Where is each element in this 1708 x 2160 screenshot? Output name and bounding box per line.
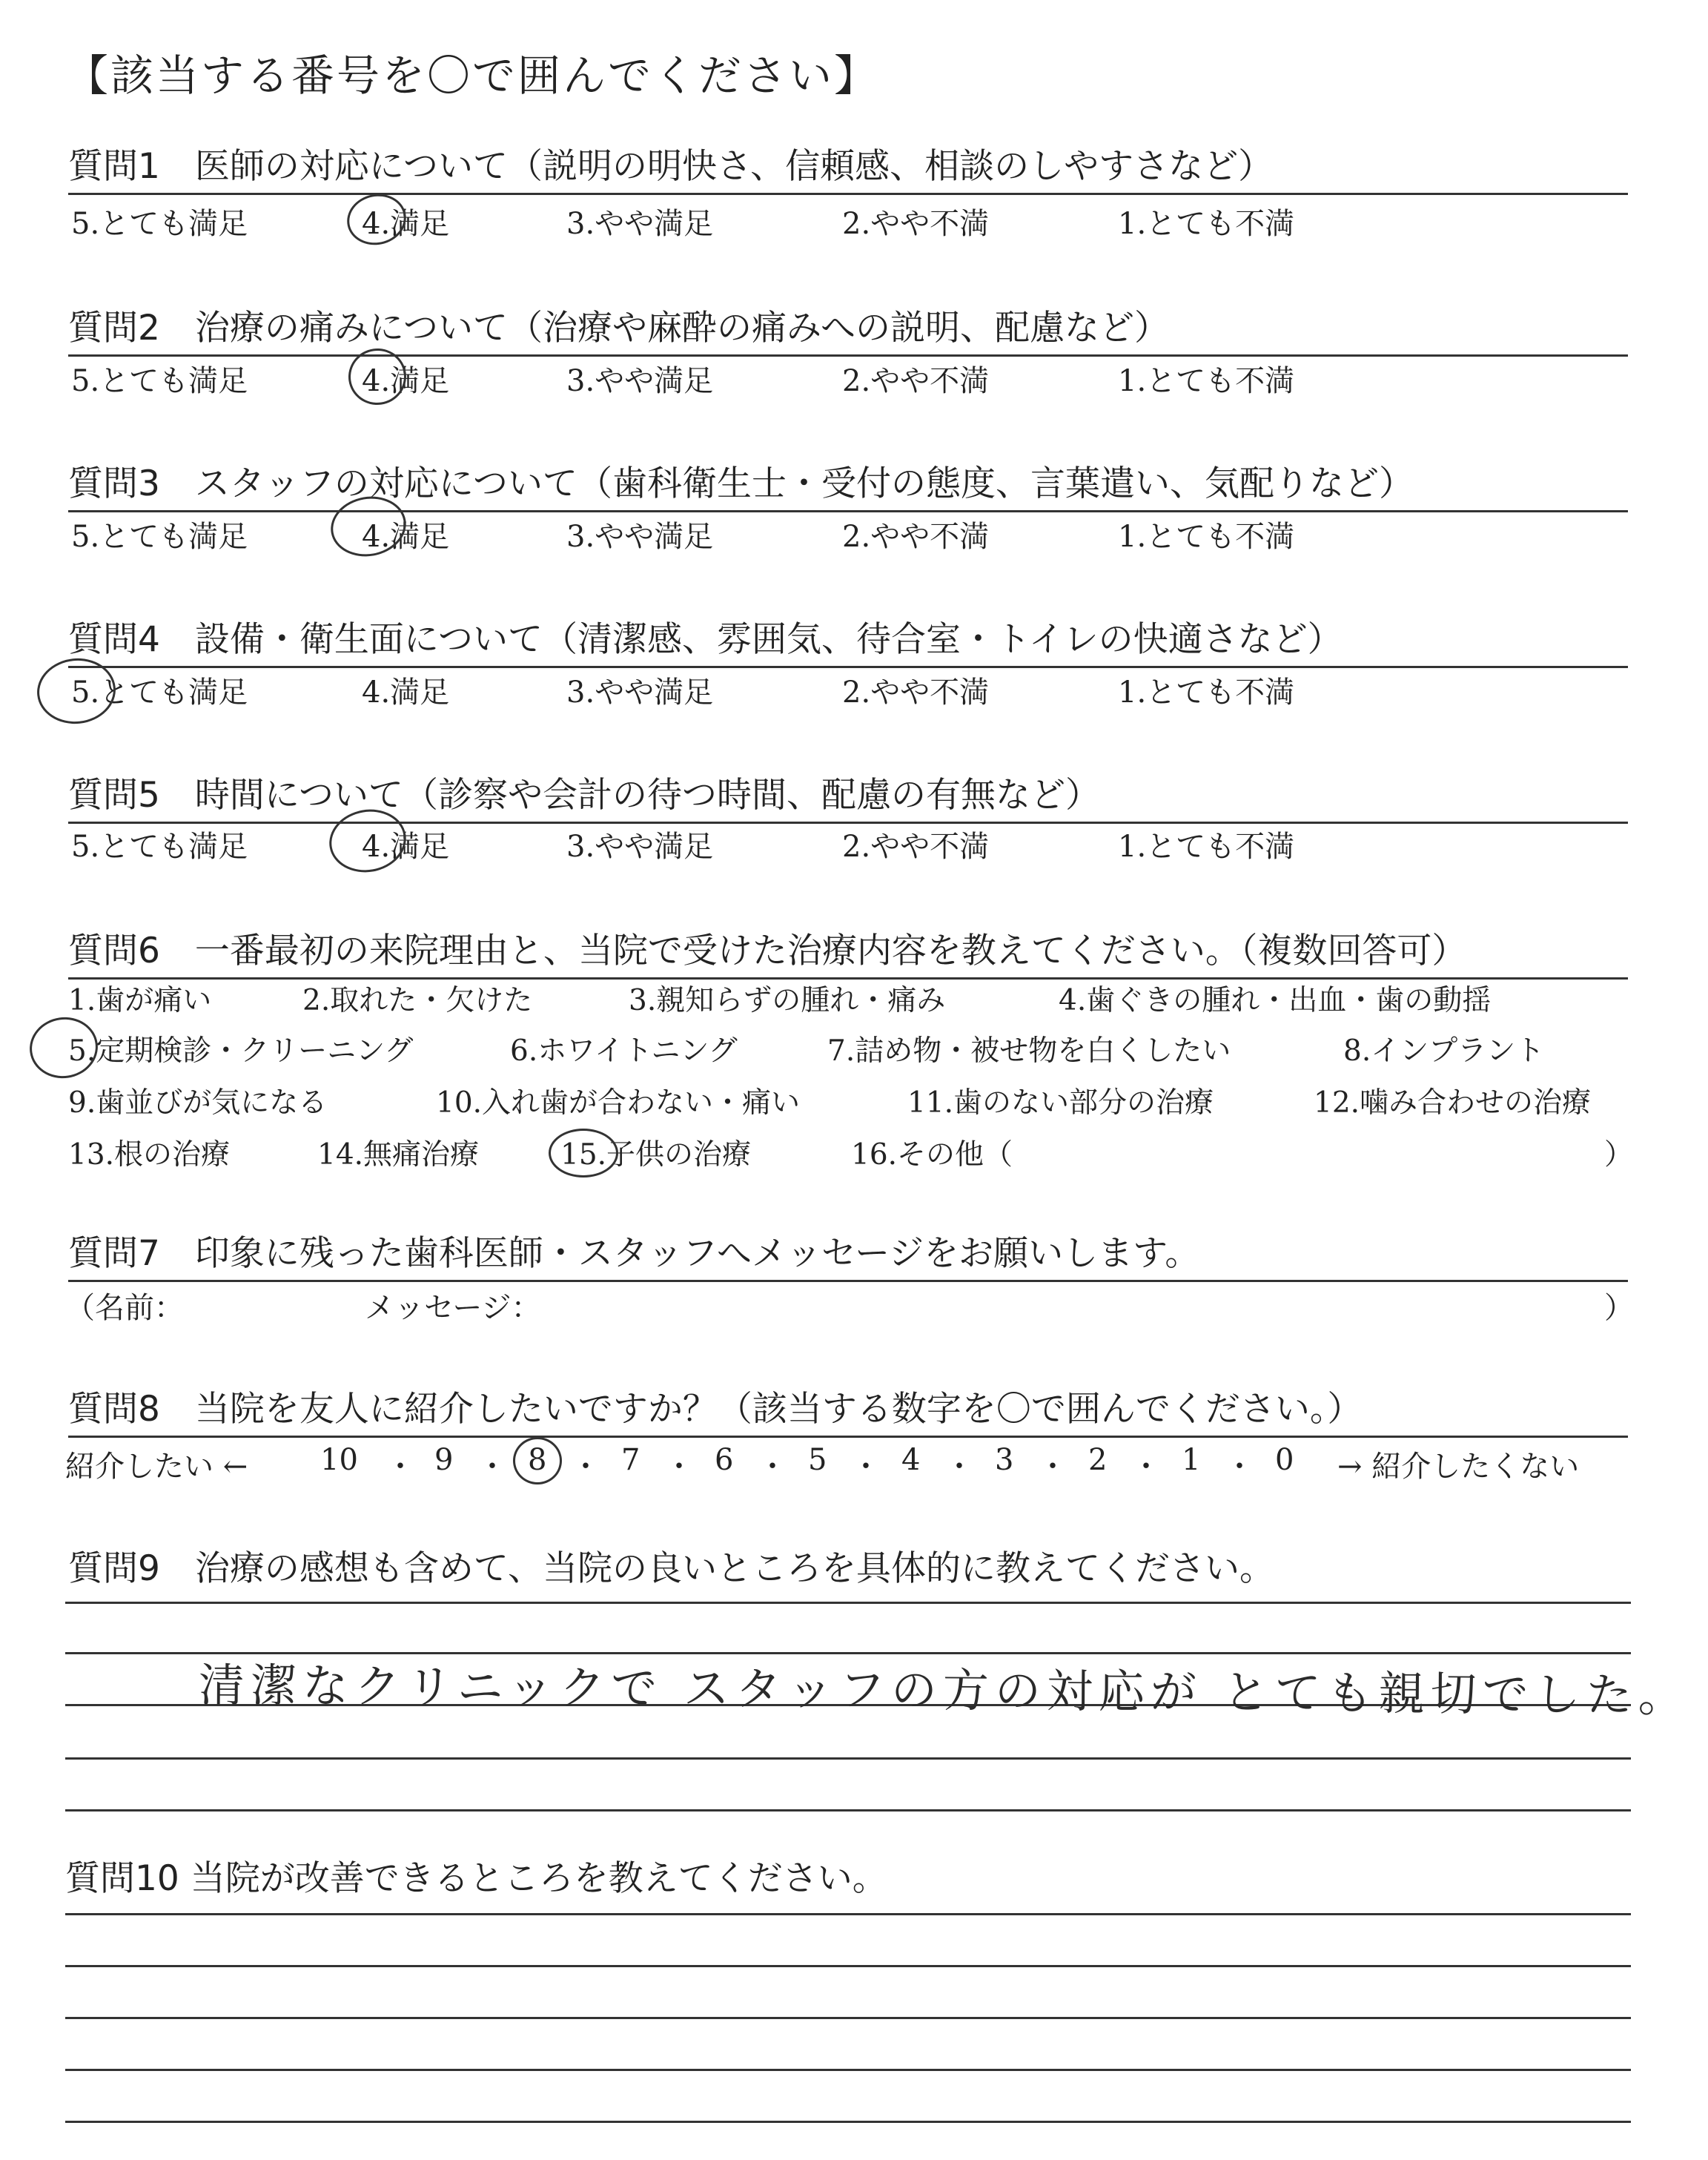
scale-separator: ・ [851, 1450, 881, 1484]
scale-2[interactable]: 2 [1088, 1443, 1108, 1477]
name-label: （名前： [65, 1291, 184, 1325]
option-2[interactable]: 2.やや不満 [842, 520, 990, 554]
answer-line [65, 2017, 1631, 2019]
reason-option[interactable]: 15.子供の治療 [560, 1138, 752, 1172]
question-10-title: 質問10 当院が改善できるところを教えてください。 [65, 1858, 887, 1899]
question-2 [68, 280, 1628, 357]
answer-line [65, 1809, 1631, 1811]
question-1 [68, 119, 1628, 195]
option-1[interactable]: 1.とても不満 [1118, 364, 1295, 398]
answer-line [65, 1965, 1631, 1967]
option-4[interactable]: 4.満足 [362, 676, 450, 710]
option-5[interactable]: 5.とても満足 [71, 676, 248, 710]
option-1[interactable]: 1.とても不満 [1118, 830, 1295, 864]
message-label: メッセージ： [365, 1291, 541, 1325]
option-3[interactable]: 3.やや満足 [566, 207, 714, 241]
question-5-title: 質問5 時間について（診察や会計の待つ時間、配慮の有無など） [68, 775, 1100, 816]
question-9-title: 質問9 治療の感想も含めて、当院の良いところを具体的に教えてください。 [68, 1548, 1274, 1589]
reason-option[interactable]: 2.取れた・欠けた [302, 984, 533, 1017]
option-4[interactable]: 4.満足 [362, 207, 450, 241]
scale-3[interactable]: 3 [995, 1443, 1014, 1477]
reason-option[interactable]: 6.ホワイトニング [510, 1034, 738, 1068]
option-3[interactable]: 3.やや満足 [566, 676, 714, 710]
question-7 [68, 1206, 1628, 1282]
scale-separator: ・ [1038, 1450, 1068, 1484]
reason-option[interactable]: 10.入れ歯が合わない・痛い [436, 1086, 801, 1120]
question-4 [68, 592, 1628, 668]
scale-5[interactable]: 5 [808, 1443, 827, 1477]
scale-separator: ・ [758, 1450, 787, 1484]
question-4-title: 質問4 設備・衛生面について（清潔感、雰囲気、待合室・トイレの快適さなど） [68, 619, 1343, 660]
scale-0[interactable]: 0 [1275, 1443, 1294, 1477]
option-2[interactable]: 2.やや不満 [842, 676, 990, 710]
answer-line [65, 1602, 1631, 1604]
reason-option[interactable]: 9.歯並びが気になる [68, 1086, 328, 1120]
recommend-right-label: → 紹介したくない [1337, 1450, 1580, 1484]
scale-8[interactable]: 8 [528, 1443, 547, 1477]
scale-separator: ・ [664, 1450, 694, 1484]
option-5[interactable]: 5.とても満足 [71, 520, 248, 554]
reason-option[interactable]: 14.無痛治療 [317, 1138, 480, 1172]
question-7-title: 質問7 印象に残った歯科医師・スタッフへメッセージをお願いします。 [68, 1233, 1200, 1274]
answer-line [65, 1757, 1631, 1760]
option-5[interactable]: 5.とても満足 [71, 364, 248, 398]
reason-option[interactable]: 8.インプラント [1343, 1034, 1545, 1068]
scale-4[interactable]: 4 [901, 1443, 921, 1477]
scale-separator: ・ [1225, 1450, 1254, 1484]
scale-9[interactable]: 9 [434, 1443, 454, 1477]
scale-separator: ・ [571, 1450, 600, 1484]
question-2-title: 質問2 治療の痛みについて（治療や麻酔の痛みへの説明、配慮など） [68, 308, 1170, 349]
scale-10[interactable]: 10 [320, 1443, 358, 1477]
question-1-title: 質問1 医師の対応について（説明の明快さ、信頼感、相談のしやすさなど） [68, 146, 1274, 187]
scale-separator: ・ [1131, 1450, 1161, 1484]
reason-option[interactable]: 12.噛み合わせの治療 [1314, 1086, 1592, 1120]
option-2[interactable]: 2.やや不満 [842, 364, 990, 398]
option-1[interactable]: 1.とても不満 [1118, 676, 1295, 710]
scale-7[interactable]: 7 [621, 1443, 640, 1477]
reason-option[interactable]: 4.歯ぐきの腫れ・出血・歯の動揺 [1059, 984, 1492, 1017]
option-2[interactable]: 2.やや不満 [842, 830, 990, 864]
close-paren: ） [1604, 1291, 1634, 1325]
reason-option[interactable]: 13.根の治療 [68, 1138, 231, 1172]
reason-option[interactable]: 5.定期検診・クリーニング [68, 1034, 414, 1068]
option-3[interactable]: 3.やや満足 [566, 520, 714, 554]
reason-option[interactable]: 3.親知らずの腫れ・痛み [629, 984, 946, 1017]
option-4[interactable]: 4.満足 [362, 830, 450, 864]
option-4[interactable]: 4.満足 [362, 364, 450, 398]
form-header: 【該当する番号を〇で囲んでください】 [65, 50, 880, 101]
answer-line [65, 2121, 1631, 2123]
reason-option[interactable]: 1.歯が痛い [68, 984, 212, 1017]
reason-option[interactable]: 16.その他（ [851, 1138, 1013, 1172]
option-1[interactable]: 1.とても不満 [1118, 520, 1295, 554]
option-5[interactable]: 5.とても満足 [71, 207, 248, 241]
scale-separator: ・ [385, 1450, 415, 1484]
option-1[interactable]: 1.とても不満 [1118, 207, 1295, 241]
scale-6[interactable]: 6 [715, 1443, 734, 1477]
question-3-title: 質問3 スタッフの対応について（歯科衛生士・受付の態度、言葉遣い、気配りなど） [68, 463, 1414, 504]
option-3[interactable]: 3.やや満足 [566, 830, 714, 864]
question-8-title: 質問8 当院を友人に紹介したいですか？（該当する数字を〇で囲んでください。） [68, 1389, 1363, 1430]
reason-option[interactable]: 7.詰め物・被せ物を白くしたい [827, 1034, 1231, 1068]
option-3[interactable]: 3.やや満足 [566, 364, 714, 398]
answer-line [65, 1913, 1631, 1915]
handwritten-answer[interactable]: 清潔なクリニックで スタッフの方の対応が とても親切でした。 [198, 1657, 1690, 1723]
question-6 [68, 903, 1628, 980]
scale-separator: ・ [944, 1450, 974, 1484]
answer-line [65, 2069, 1631, 2071]
reason-option[interactable]: 11.歯のない部分の治療 [907, 1086, 1214, 1120]
question-5 [68, 747, 1628, 824]
option-4[interactable]: 4.満足 [362, 520, 450, 554]
close-paren: ） [1604, 1138, 1634, 1172]
question-3 [68, 436, 1628, 512]
recommend-left-label: 紹介したい ← [65, 1450, 248, 1484]
question-6-title: 質問6 一番最初の来院理由と、当院で受けた治療内容を教えてください。（複数回答可） [68, 931, 1467, 971]
option-2[interactable]: 2.やや不満 [842, 207, 990, 241]
question-8 [68, 1361, 1628, 1438]
option-5[interactable]: 5.とても満足 [71, 830, 248, 864]
scale-1[interactable]: 1 [1182, 1443, 1201, 1477]
scale-separator: ・ [477, 1450, 507, 1484]
